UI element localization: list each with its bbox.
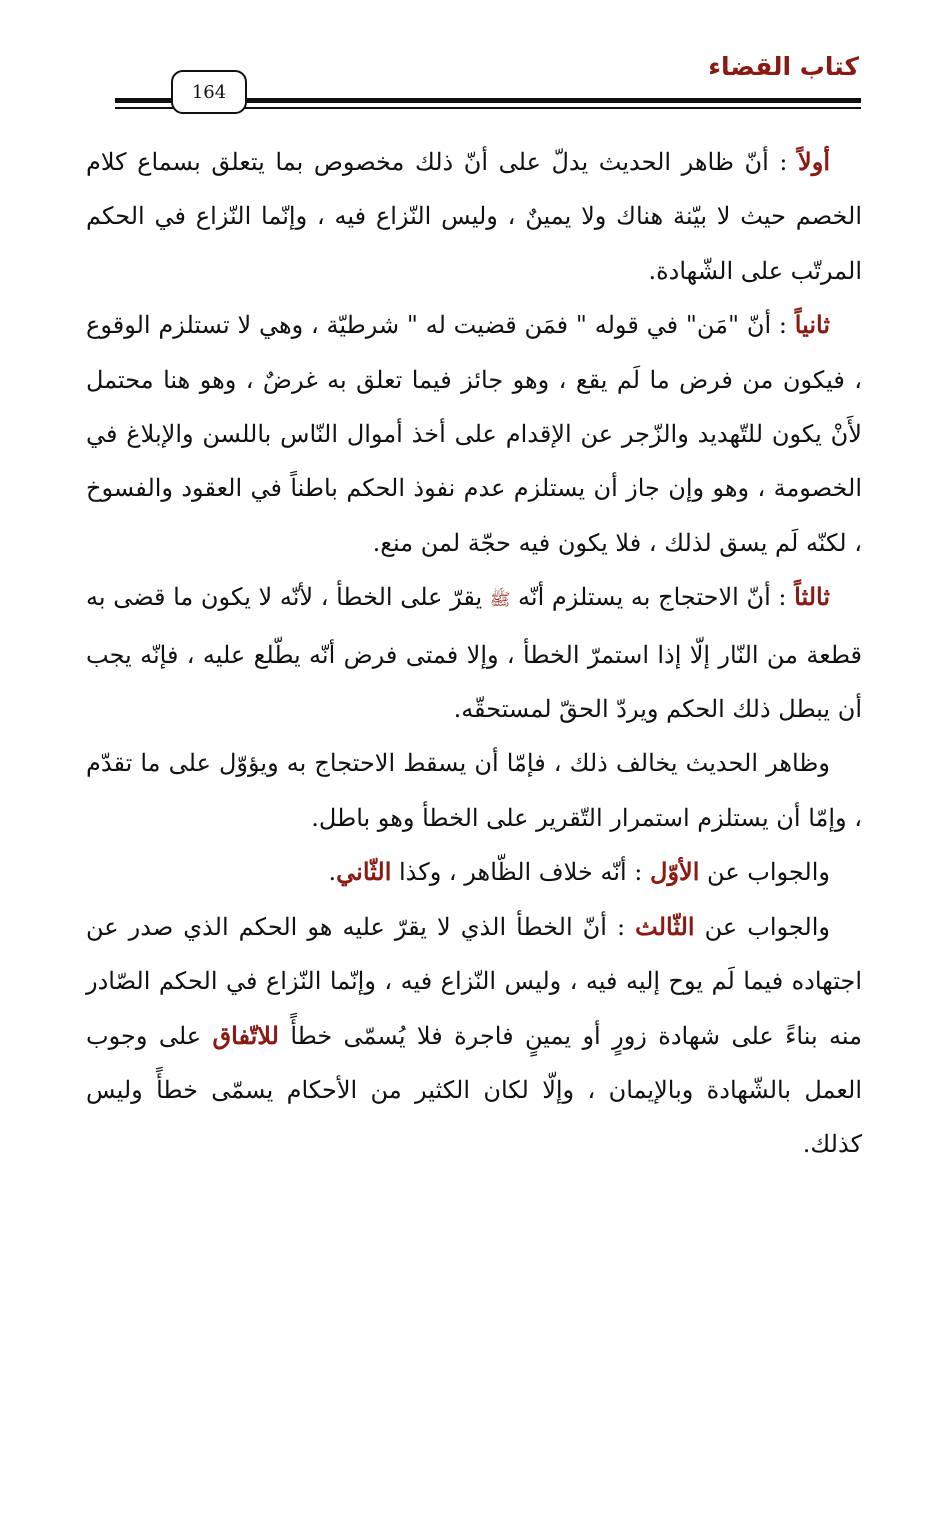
paragraph-answer-third (86, 900, 862, 1172)
paragraph-text: والجواب عن (694, 912, 830, 941)
paragraph-text: : أنّه خلاف الظّاهر ، وكذا (391, 858, 651, 887)
paragraph-text: على وجوب العمل بالشّهادة وبالإيمان ، وإلّا لكان الكثير من الأحكام يسمّى خطأً وليس كذلك. (86, 1021, 862, 1159)
salla-ligature: ﷺ (489, 590, 511, 611)
body-text (86, 135, 862, 1172)
book-title: كتاب القضاء (708, 52, 859, 81)
paragraph-fourth (86, 736, 862, 845)
paragraph-second (86, 298, 862, 570)
paragraph-text: : أنّ "مَن" في قوله " فمَن قضيت له " شرطيّة ، وهي لا تستلزم الوقوع ، فيكون من فرض ما لَم يقع ، وهو جائز فيما تعلق به غرضٌ ، وهو هنا محتمل لأَنْ يكون للتّهديد والزّجر عن الإقدام على أخذ أموال النّاس باللسن والإبلاغ في الخصومة ، وهو وإن جاز أن يستلزم عدم نفوذ الحكم باطناً في العقود والفسوخ ، لكنّه لَم يسق لذلك ، فلا يكون فيه حجّة لمن منع. (86, 311, 862, 557)
paragraph-text: وظاهر الحديث يخالف ذلك ، فإمّا أن يسقط الاحتجاج به ويؤوّل على ما تقدّم ، وإمّا أن يستلزم استمرار التّقرير على الخطأ وهو باطل. (86, 749, 862, 832)
paragraph-first (86, 135, 862, 298)
highlight-term: للاتّفاق (212, 1020, 279, 1050)
paragraph-text: يقرّ على الخطأ ، لأنّه لا يكون ما قضى به قطعة من النّار إلّا إذا استمرّ الخطأ ، وإلا فمتى فرض أنّه يطّلع عليه ، فإنّه يجب أن يبطل ذلك الحكم ويردّ الحقّ لمستحقّه. (86, 583, 862, 724)
paragraph-text: . (328, 858, 337, 887)
paragraph-label: أولاً (798, 147, 830, 176)
highlight-term: الثّالث (635, 911, 695, 941)
highlight-term: الأوّل (650, 857, 700, 887)
paragraph-text: والجواب عن (699, 858, 830, 887)
paragraph-label: ثانياً (794, 310, 830, 340)
page-number: 164 (171, 70, 247, 114)
paragraph-text: : أنّ ظاهر الحديث يدلّ على أنّ ذلك مخصوص بما يتعلق بسماع كلام الخصم حيث لا بيّنة هناك ولا يمينٌ ، وليس النّزاع فيه ، وإنّما النّزاع في الحكم المرتّب على الشّهادة. (86, 148, 862, 285)
paragraph-third (86, 570, 862, 736)
paragraph-label: ثالثاً (794, 582, 830, 612)
paragraph-text: : أنّ الخطأ الذي لا يقرّ عليه هو الحكم الذي صدر عن اجتهاده فيما لَم يوح إليه فيه ، وليس النّزاع فيه ، وإنّما النّزاع في الحكم الصّادر منه بناءً على شهادة زورٍ أو يمينٍ فاجرة فلا يُسمّى خطأً (86, 912, 863, 1050)
paragraph-answer-first (86, 845, 862, 899)
highlight-term: الثّاني (336, 857, 392, 887)
paragraph-text: : أنّ الاحتجاج به يستلزم أنّه (510, 583, 795, 612)
